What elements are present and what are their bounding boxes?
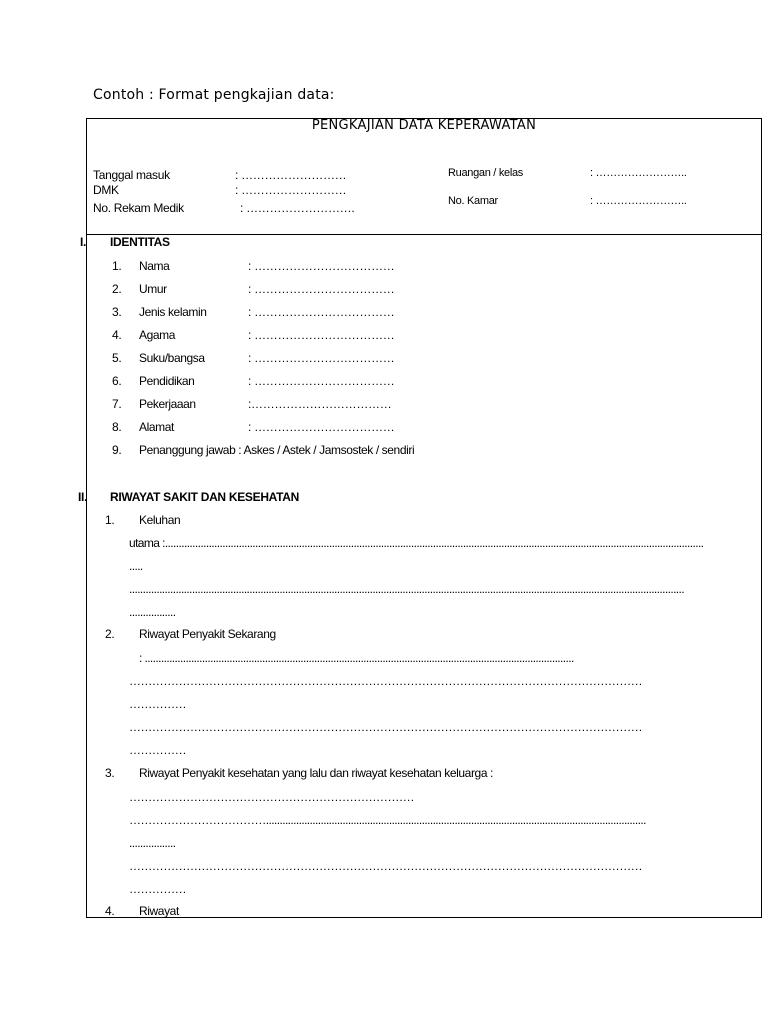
identitas-item-number: 7. [112,397,122,411]
dmk-label: DMK [93,183,119,197]
riwayat-kesehatan-lalu-label: Riwayat Penyakit kesehatan yang lalu dan riwayat kesehatan keluarga : [139,766,493,780]
riwayat-item-number: 4. [105,904,115,918]
riwayat-kesehatan-lalu-field-cont[interactable]: ……………………………………………………………………………………………………………………… [129,859,643,873]
keluhan-label: Keluhan [139,513,181,527]
keluhan-utama-field-cont[interactable]: ........................................................................................................................................................................................................... [129,582,685,596]
ruangan-kelas-field[interactable]: : …………………….. [590,167,687,179]
section-1-number: I. [80,235,87,249]
riwayat-item-number: 2. [105,627,115,641]
pekerjaan-label: Pekerjaaan [139,397,196,411]
riwayat-kesehatan-lalu-field-cont[interactable]: ………………………………........................................................................................................................................... [129,813,646,827]
tanggal-masuk-label: Tanggal masuk [93,168,170,182]
jenis-kelamin-field[interactable]: : ……………………………… [248,305,395,319]
riwayat-item-4-label: Riwayat [139,904,179,918]
riwayat-penyakit-sekarang-field-cont[interactable]: …………… [129,743,187,757]
umur-label: Umur [139,282,167,296]
identitas-item-number: 1. [112,259,122,273]
alamat-label: Alamat [139,420,174,434]
intro-text: Contoh : Format pengkajian data: [93,87,335,103]
dmk-field[interactable]: : ……………………… [235,183,347,197]
no-kamar-field[interactable]: : …………………….. [590,195,687,207]
no-kamar-label: No. Kamar [448,195,498,207]
identitas-item-number: 8. [112,420,122,434]
riwayat-penyakit-sekarang-field-cont[interactable]: ……………………………………………………………………………………………………………………… [129,674,643,688]
jenis-kelamin-label: Jenis kelamin [139,305,207,319]
riwayat-penyakit-sekarang-field[interactable]: : ............................................................................................................................................................. [139,651,574,665]
identitas-item-number: 2. [112,282,122,296]
pendidikan-label: Pendidikan [139,374,195,388]
identitas-item-number: 6. [112,374,122,388]
suku-bangsa-field[interactable]: : ……………………………… [248,351,395,365]
form-title: PENGKAJIAN DATA KEPERAWATAN [311,118,537,133]
penanggung-jawab-label: Penanggung jawab : Askes / Astek / Jamsostek / sendiri [139,443,415,457]
riwayat-kesehatan-lalu-field[interactable]: ………………………………………………………………… [129,790,415,804]
agama-label: Agama [139,328,176,342]
pekerjaan-field[interactable]: :……………………………… [248,397,392,411]
pendidikan-field[interactable]: : ……………………………… [248,374,395,388]
identitas-item-number: 9. [112,443,122,457]
nama-field[interactable]: : ……………………………… [248,259,395,273]
umur-field[interactable]: : ……………………………… [248,282,395,296]
keluhan-utama-field-cont[interactable]: ................. [129,605,176,619]
agama-field[interactable]: : ……………………………… [248,328,395,342]
rekam-medik-label: No. Rekam Medik [93,201,184,215]
section-2-title: RIWAYAT SAKIT DAN KESEHATAN [110,490,300,504]
identitas-item-number: 3. [112,305,122,319]
rekam-medik-field[interactable]: : ………………………. [240,201,355,215]
tanggal-masuk-field[interactable]: : ……………………… [235,168,347,182]
riwayat-penyakit-sekarang-field-cont[interactable]: …………… [129,697,187,711]
suku-bangsa-label: Suku/bangsa [139,351,205,365]
riwayat-item-number: 3. [105,766,115,780]
section-2-number: II. [78,490,88,504]
identitas-item-number: 4. [112,328,122,342]
nama-label: Nama [139,259,170,273]
riwayat-kesehatan-lalu-field-cont[interactable]: …………… [129,882,187,896]
riwayat-item-number: 1. [105,513,115,527]
identitas-item-number: 5. [112,351,122,365]
riwayat-penyakit-sekarang-label: Riwayat Penyakit Sekarang [139,627,276,641]
section-1-title: IDENTITAS [110,235,170,249]
keluhan-utama-field-cont[interactable]: ..... [129,559,143,573]
riwayat-kesehatan-lalu-field-cont[interactable]: ................. [129,836,176,850]
ruangan-kelas-label: Ruangan / kelas [448,167,523,179]
alamat-field[interactable]: : ……………………………… [248,420,395,434]
keluhan-utama-field[interactable]: utama :..................................................................................................................................................................................................... [129,536,704,550]
riwayat-penyakit-sekarang-field-cont[interactable]: ……………………………………………………………………………………………………………………… [129,720,643,734]
header-divider [86,234,762,235]
